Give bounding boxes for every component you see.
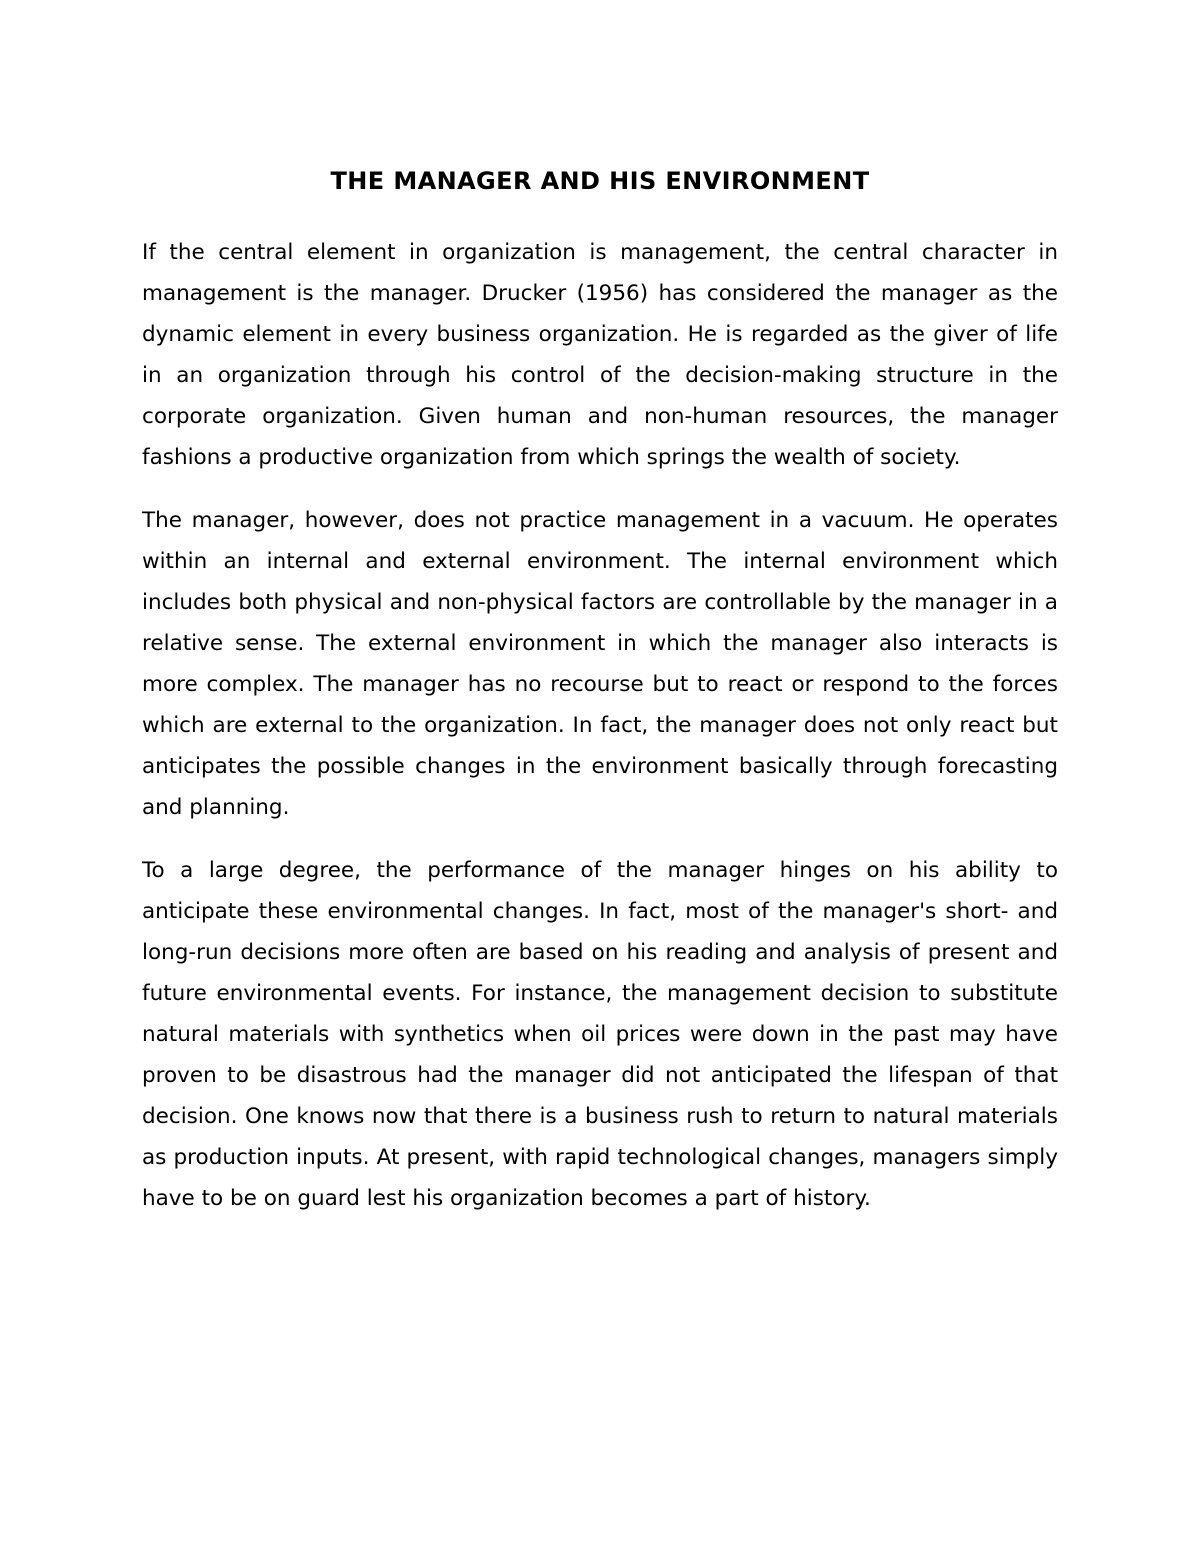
paragraph-2: The manager, however, does not practice management in a vacuum. He operates within an internal and external environment. The internal environment which includes both physical and non-physical factors are controllable by the manager in a relative sense. The external environment in which the manager also interacts is more complex. The manager has no recourse but to react or respond to the forces which are external to the organization. In fact, the manager does not only react but anticipates the possible changes in the environment basically through forecasting and planning. xyxy=(142,508,1058,820)
paragraph-3: To a large degree, the performance of the manager hinges on his ability to anticipate these environmental changes. In fact, most of the manager's short- and long-run decisions more often are based on his reading and analysis of present and future environmental events. For instance, the management decision to substitute natural materials with synthetics when oil prices were down in the past may have proven to be disastrous had the manager did not anticipated the lifespan of that decision. One knows now that there is a business rush to return to natural materials as production inputs. At present, with rapid technological changes, managers simply have to be on guard lest his organization becomes a part of history. xyxy=(142,858,1058,1211)
paragraph-1: If the central element in organization is management, the central character in management is the manager. Drucker (1956) has considered the manager as the dynamic element in every business organization. He is regarded as the giver of life in an organization through his control of the decision-making structure in the corporate organization. Given human and non-human resources, the manager fashions a productive organization from which springs the wealth of society. xyxy=(142,240,1058,470)
document-title: THE MANAGER AND HIS ENVIRONMENT xyxy=(330,167,870,195)
document-body xyxy=(142,164,1058,1219)
